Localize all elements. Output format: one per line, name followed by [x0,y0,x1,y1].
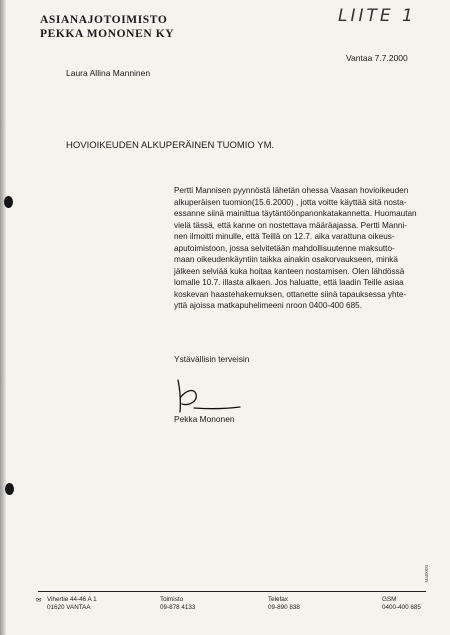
footer-gsm-label: GSM [382,596,397,603]
handwritten-signature [174,378,244,418]
footer-fax-label: Telefax [268,596,288,603]
signer-name: Pekka Mononen [174,414,235,424]
body-line: nen ilmoitti minulle, että Teillä on 12.7. aika varattuna oikeus- [174,232,395,241]
handwritten-annotation: LIITE 1 [338,6,416,26]
footer-fax-number: 09-890 838 [268,604,300,611]
closing-phrase: Ystävällisin terveisin [174,354,250,364]
footer-office [160,596,195,612]
letterhead [40,13,174,41]
footer-divider [38,591,426,592]
body-line: Pertti Mannisen pyynnöstä lähetän ohessa Vaasan hovioikeuden [174,186,409,195]
footer-address-line-1: Vihertie 44-46 A 1 [47,596,97,603]
body-line: lomalle 10.7. illasta alkaen. Jos haluatte, että laadin Teille asiaa [174,278,404,287]
body-line: yttä ajoissa matkapuhelimeeni nroon 0400-400 685. [174,301,362,310]
body-line: alkuperäisen tuomion(15.6.2000) , jotta voitte käyttää sitä nosta- [174,197,407,207]
footer-fax [268,596,300,612]
letterhead-line-2: PEKKA MONONEN KY [40,28,175,40]
letterhead-line-1: ASIANAJOTOIMISTO [40,14,168,26]
body-line: aputoimistoon, jossa selvitetään mahdollisuutenne maksutto- [174,243,395,253]
letter-date: Vantaa 7.7.2000 [346,53,408,63]
letter-body [174,185,420,312]
side-reference-code: Mat0000 [424,565,429,583]
footer-address-line-2: 01620 VANTAA [47,604,91,611]
footer-gsm [382,596,421,612]
punch-hole [5,483,14,495]
footer-office-label: Toimisto [160,596,184,603]
footer-office-phone: 09-878 4133 [160,604,196,611]
body-line: maan oikeudenkäyntiin taikka ainakin osakorvaukseen, minkä [174,255,398,264]
body-line: essanne siinä mainittua täytäntöönpanonkatakannetta. Huomautan [174,209,417,218]
subject-line: HOVIOIKEUDEN ALKUPERÄINEN TUOMIO YM. [66,140,275,151]
punch-hole [4,196,13,208]
footer-gsm-number: 0400-400 685 [382,604,421,611]
body-line: koskevan haastehakemuksen, ottanette siinä tapauksessa yhte- [174,289,407,299]
envelope-icon: ✉ [36,597,42,604]
scan-edge-shadow [0,0,6,635]
footer-address [47,596,97,612]
body-line: vielä tässä, että kanne on nostettava määräajassa. Pertti Manni- [174,220,408,230]
body-line: jälkeen selviää kuka hoitaa kanteen nostamisen. Olen lähdössä [174,266,405,276]
recipient-name: Laura Allina Manninen [66,68,151,78]
